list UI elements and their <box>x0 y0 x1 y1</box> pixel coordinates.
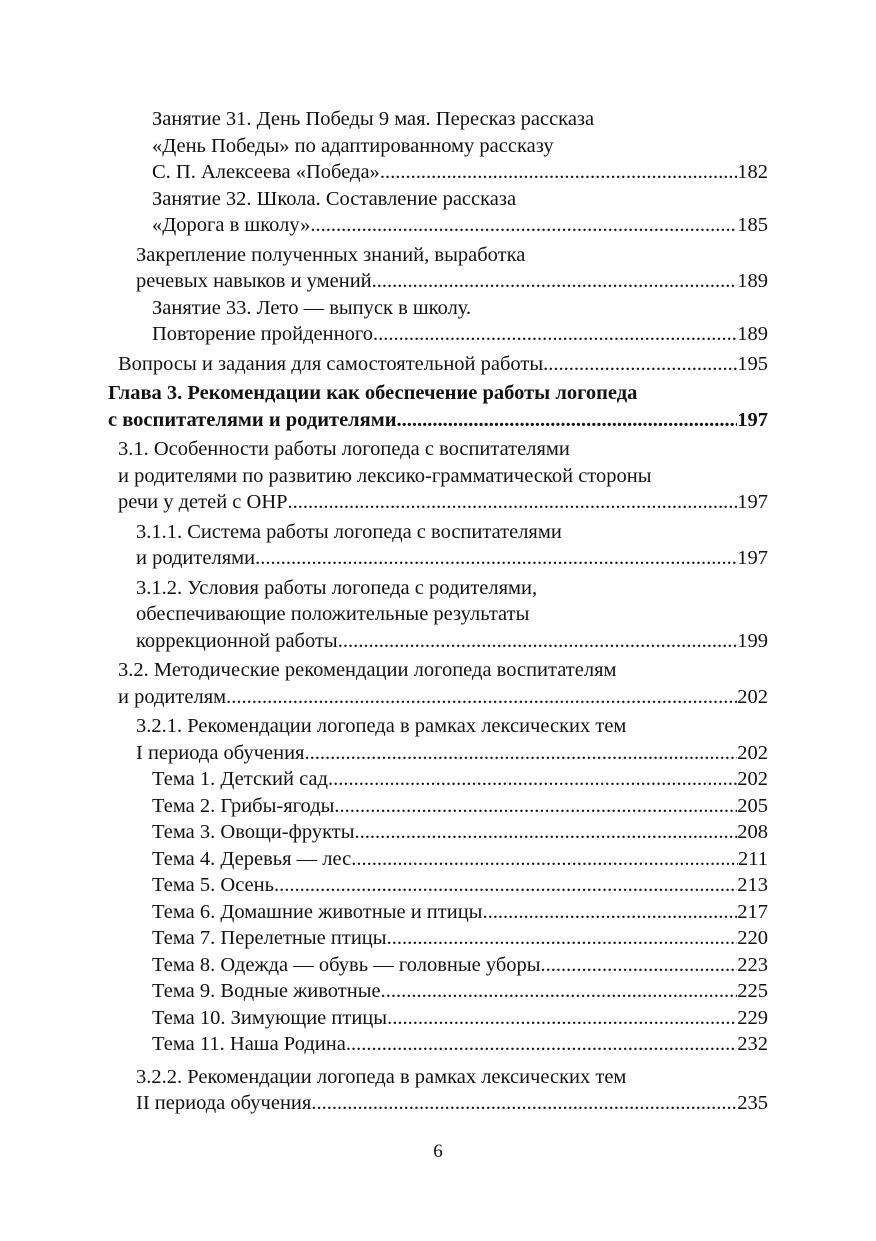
toc-entry-title: I периода обучения <box>136 741 305 764</box>
toc-entry-title: Тема 7. Перелетные птицы <box>152 927 387 949</box>
toc-page-number: 197 <box>737 491 768 513</box>
toc-page-number: 202 <box>737 685 768 708</box>
toc-entry-title: с воспитателями и родителями <box>108 408 397 431</box>
toc-entry <box>0 819 876 846</box>
toc-entry-line: «День Победы» по адаптированному рассказу <box>152 134 554 157</box>
toc-entry-line: Глава 3. Рекомендации как обеспечение работы логопеда <box>108 382 638 404</box>
table-of-contents <box>0 106 876 1120</box>
toc-entry-leader-line <box>152 872 768 899</box>
toc-entry-title: Повторение пройденного <box>152 323 373 345</box>
toc-entry-line: Занятие 31. День Победы 9 мая. Пересказ рассказа <box>152 108 595 130</box>
dot-leader <box>387 1005 737 1032</box>
toc-chapter-entry <box>0 380 876 433</box>
dot-leader <box>288 489 738 516</box>
toc-entry-title: Тема 8. Одежда — обувь — головные уборы <box>152 953 541 976</box>
toc-entry-leader-line <box>152 212 768 239</box>
toc-entry-title: речевых навыков и умений <box>136 270 372 292</box>
toc-page-number: 202 <box>737 741 768 764</box>
toc-entry-leader-line <box>136 545 768 572</box>
toc-entry-title: Тема 3. Овощи-фрукты <box>152 821 355 843</box>
toc-entry-leader-line <box>136 1090 768 1117</box>
toc-entry-leader-line <box>152 819 768 846</box>
toc-page-number: 197 <box>737 408 768 431</box>
toc-entry-line: обеспечивающие положительные результаты <box>136 603 530 625</box>
toc-entry-leader-line <box>118 351 768 378</box>
toc-entry-title: Тема 6. Домашние животные и птицы <box>152 900 483 923</box>
toc-entry <box>0 899 876 926</box>
toc-entry-leader-line <box>118 489 768 516</box>
toc-page-number: 223 <box>737 953 768 976</box>
dot-leader <box>541 952 738 979</box>
toc-entry-line: 3.2.2. Рекомендации логопеда в рамках лексических тем <box>136 1065 627 1088</box>
dot-leader <box>372 268 738 295</box>
toc-page-number: 213 <box>737 874 768 896</box>
toc-entry <box>0 793 876 820</box>
toc-entry-line: 3.2.1. Рекомендации логопеда в рамках лексических тем <box>136 715 627 737</box>
toc-entry-line: Закрепление полученных знаний, выработка <box>136 243 526 266</box>
toc-entry <box>0 436 876 516</box>
toc-entry-title: Тема 11. Наша Родина <box>152 1033 346 1055</box>
toc-entry <box>0 978 876 1005</box>
toc-entry-leader-line <box>152 899 768 926</box>
dot-leader <box>387 925 738 952</box>
toc-page-number: 232 <box>737 1033 768 1055</box>
toc-entry-title: Тема 9. Водные животные <box>152 980 381 1002</box>
toc-entry <box>0 519 876 572</box>
dot-leader <box>381 978 738 1005</box>
toc-page-number: 185 <box>737 214 768 236</box>
toc-entry <box>0 872 876 899</box>
dot-leader <box>397 407 738 434</box>
toc-entry <box>0 186 876 239</box>
dot-leader <box>482 899 737 926</box>
toc-entry-title: Тема 10. Зимующие птицы <box>152 1006 388 1029</box>
toc-entry <box>0 242 876 295</box>
toc-page-number: 205 <box>737 794 768 817</box>
toc-page-number: 211 <box>738 847 768 870</box>
dot-leader <box>304 740 737 767</box>
toc-entry-leader-line <box>118 684 768 711</box>
toc-entry <box>0 1031 876 1058</box>
toc-entry-leader-line <box>152 1031 768 1058</box>
toc-entry <box>0 351 876 378</box>
toc-page-number: 189 <box>737 323 768 345</box>
toc-entry <box>0 1005 876 1032</box>
dot-leader <box>311 1090 737 1117</box>
toc-entry-title: Вопросы и задания для самостоятельной работы <box>118 352 544 375</box>
dot-leader <box>255 545 737 572</box>
dot-leader <box>274 872 737 899</box>
toc-entry <box>0 846 876 873</box>
toc-entry-line: 3.1.1. Система работы логопеда с воспитателями <box>136 520 562 543</box>
toc-entry <box>0 1064 876 1117</box>
dot-leader <box>380 159 737 186</box>
toc-page-number: 199 <box>737 629 768 652</box>
toc-entry-leader-line <box>152 952 768 979</box>
toc-entry-title: Тема 2. Грибы-ягоды <box>152 794 335 817</box>
dot-leader <box>355 819 738 846</box>
toc-entry-leader-line <box>152 793 768 820</box>
toc-page-number: 220 <box>737 927 768 949</box>
toc-page-number: 195 <box>737 352 768 375</box>
toc-entry <box>0 657 876 710</box>
toc-entry-leader-line <box>108 407 768 434</box>
toc-entry-title: Тема 1. Детский сад <box>152 768 328 790</box>
toc-entry-title: и родителям <box>118 685 227 708</box>
page-number: 6 <box>433 1141 443 1162</box>
toc-entry-line: 3.2. Методические рекомендации логопеда воспитателям <box>118 659 617 681</box>
toc-entry-leader-line <box>152 1005 768 1032</box>
toc-entry-leader-line <box>152 978 768 1005</box>
toc-entry <box>0 925 876 952</box>
toc-page-number: 189 <box>737 270 768 292</box>
toc-entry-line: 3.1. Особенности работы логопеда с воспитателями <box>118 438 570 460</box>
toc-entry-leader-line <box>152 321 768 348</box>
dot-leader <box>346 1031 737 1058</box>
toc-entry-leader-line <box>152 766 768 793</box>
toc-entry <box>0 766 876 793</box>
toc-page-number: 202 <box>737 768 768 790</box>
toc-entry-title: Тема 4. Деревья — лес <box>152 847 352 870</box>
dot-leader <box>328 766 737 793</box>
dot-leader <box>543 351 737 378</box>
toc-entry-title: «Дорога в школу» <box>152 214 311 236</box>
toc-entry-title: Тема 5. Осень <box>152 874 274 896</box>
toc-page-number: 225 <box>737 980 768 1002</box>
dot-leader <box>334 793 737 820</box>
toc-entry-line: 3.1.2. Условия работы логопеда с родителями, <box>136 576 538 599</box>
toc-entry <box>0 952 876 979</box>
toc-entry-leader-line <box>152 159 768 186</box>
toc-page-number: 217 <box>737 900 768 923</box>
dot-leader <box>373 321 737 348</box>
toc-page-number: 182 <box>737 161 768 183</box>
toc-entry <box>0 295 876 348</box>
toc-entry-line: Занятие 32. Школа. Составление рассказа <box>152 187 517 210</box>
toc-entry <box>0 575 876 655</box>
dot-leader <box>338 628 738 655</box>
toc-entry-line: и родителями по развитию лексико-грамматической стороны <box>118 464 652 487</box>
toc-entry <box>0 713 876 766</box>
toc-page-number: 229 <box>737 1006 768 1029</box>
toc-entry-title: С. П. Алексеева «Победа» <box>152 161 380 183</box>
toc-entry <box>0 106 876 186</box>
toc-entry-leader-line <box>136 268 768 295</box>
toc-entry-leader-line <box>152 925 768 952</box>
toc-entry-leader-line <box>152 846 768 873</box>
toc-entry-title: речи у детей с ОНР <box>118 491 288 513</box>
toc-page-number: 197 <box>737 547 768 569</box>
toc-page-number: 235 <box>737 1092 768 1114</box>
dot-leader <box>226 684 737 711</box>
dot-leader <box>351 846 738 873</box>
toc-entry-title: коррекционной работы <box>136 629 338 652</box>
toc-entry-title: II периода обучения <box>136 1092 312 1114</box>
dot-leader <box>310 212 737 239</box>
toc-entry-line: Занятие 33. Лето — выпуск в школу. <box>152 296 472 319</box>
toc-entry-leader-line <box>136 740 768 767</box>
toc-page-number: 208 <box>737 821 768 843</box>
toc-entry-leader-line <box>136 628 768 655</box>
toc-entry-title: и родителями <box>136 547 256 569</box>
